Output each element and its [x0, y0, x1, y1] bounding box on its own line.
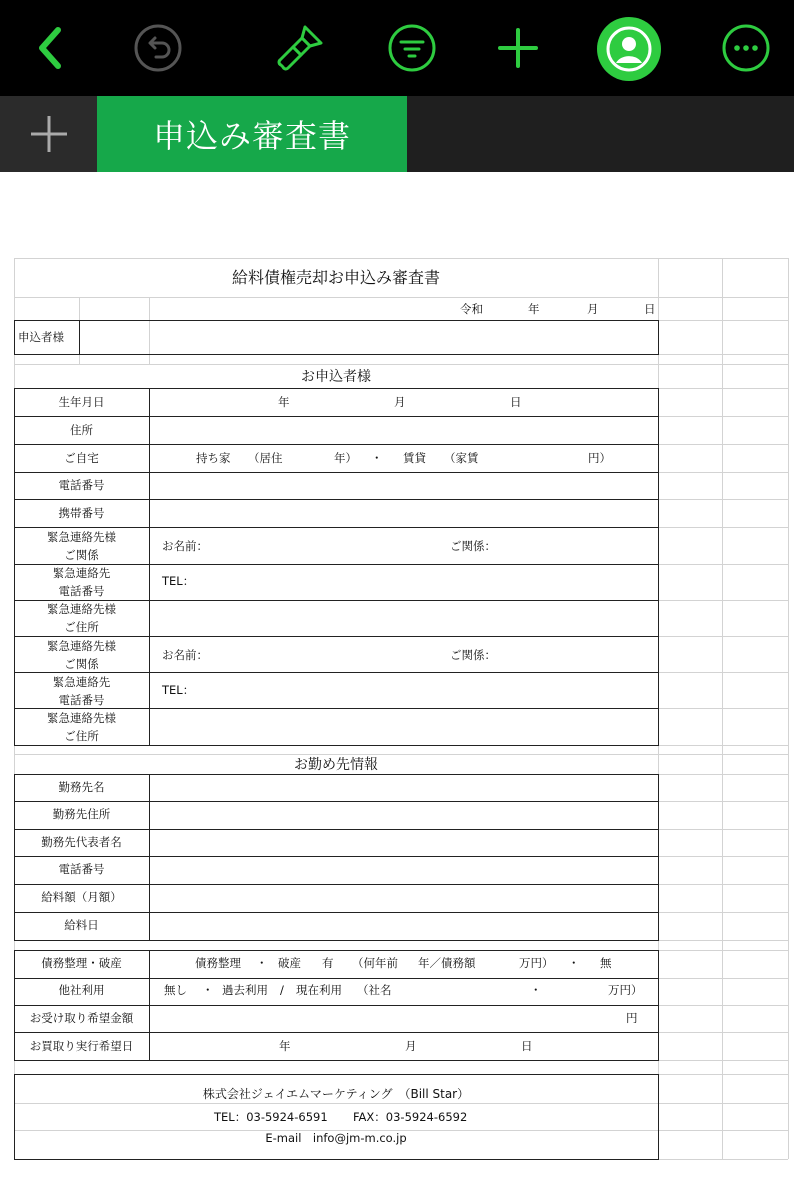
other-slash: / — [280, 983, 284, 997]
salary-field[interactable] — [150, 885, 658, 911]
debt-man-yen: 万円） — [519, 956, 554, 970]
emergency-1-tel-label: 緊急連絡先 電話番号 — [52, 566, 111, 598]
work-address-field[interactable] — [150, 802, 658, 828]
debt-open: （何年前 — [352, 956, 398, 970]
undo-icon — [132, 22, 184, 74]
work-name-field[interactable] — [150, 775, 658, 800]
salary-label: 給料額（月額） — [41, 890, 122, 904]
home-residence-year: 年） — [334, 451, 357, 465]
mobile-label: 携帯番号 — [58, 506, 105, 520]
birthdate-label: 生年月日 — [58, 395, 105, 409]
debt-year-amount: 年／債務額 — [418, 956, 476, 970]
top-toolbar — [0, 0, 794, 96]
emergency-1-relation-prefix[interactable]: ご関係： — [450, 539, 496, 553]
spreadsheet-canvas[interactable] — [0, 172, 794, 1200]
applicant-name-field[interactable] — [80, 321, 658, 353]
ellipsis-icon — [720, 22, 772, 74]
amount-yen[interactable]: 円 — [626, 1011, 638, 1025]
debt-dot-1: ・ — [256, 956, 268, 970]
format-button[interactable] — [274, 22, 326, 74]
address-field[interactable] — [150, 417, 658, 443]
applicant-label: 申込者様 — [18, 330, 64, 344]
other-none[interactable]: 無し — [164, 983, 187, 997]
work-name-label: 勤務先名 — [58, 780, 105, 794]
other-dot-1: ・ — [202, 983, 214, 997]
emergency-2-relation-prefix[interactable]: ご関係： — [450, 648, 496, 662]
emergency-1-name-prefix[interactable]: お名前： — [162, 539, 208, 553]
sheet-tab-bar — [0, 96, 794, 172]
filter-button[interactable] — [386, 22, 438, 74]
other-man-yen: 万円） — [608, 983, 643, 997]
home-rent-yen: 円） — [588, 451, 611, 465]
work-phone-label: 電話番号 — [58, 862, 105, 876]
debt-bankruptcy[interactable]: 破産 — [278, 956, 301, 970]
home-rent-open: （家賃 — [444, 451, 479, 465]
other-current[interactable]: 現在利用 — [296, 983, 342, 997]
company-email: E-mail info@jm-m.co.jp — [265, 1131, 407, 1145]
birth-year[interactable]: 年 — [278, 395, 290, 409]
address-label: 住所 — [70, 423, 93, 437]
work-phone-field[interactable] — [150, 857, 658, 883]
date-day: 日 — [644, 302, 656, 316]
preferred-day[interactable]: 日 — [521, 1039, 533, 1053]
person-icon — [596, 16, 662, 82]
emergency-2-name-prefix[interactable]: お名前： — [162, 648, 208, 662]
emergency-2-tel-label: 緊急連絡先 電話番号 — [52, 675, 111, 707]
emergency-1-address-field[interactable] — [150, 601, 658, 635]
plus-icon — [492, 22, 544, 74]
company-tel: TEL：03-5924-6591 — [214, 1110, 328, 1124]
company-name: 株式会社ジェイエムマーケティング （Bill Star） — [202, 1087, 470, 1101]
emergency-1-tel-prefix[interactable]: TEL： — [162, 574, 195, 588]
birth-month[interactable]: 月 — [394, 395, 406, 409]
emergency-2-address-label: 緊急連絡先様 ご住所 — [47, 711, 116, 743]
form-title: 給料債権売却お申込み審査書 — [231, 268, 440, 287]
home-residence: （居住 — [248, 451, 283, 465]
birth-day[interactable]: 日 — [510, 395, 522, 409]
preferred-month[interactable]: 月 — [405, 1039, 417, 1053]
debt-label: 債務整理・破産 — [41, 956, 122, 970]
home-owned[interactable]: 持ち家 — [196, 451, 231, 465]
date-era: 令和 — [460, 302, 483, 316]
other-company: （社名 — [357, 983, 392, 997]
phone-label: 電話番号 — [58, 478, 105, 492]
emergency-1-relation-label: 緊急連絡先様 ご関係 — [47, 530, 116, 562]
other-dot-2: ・ — [530, 983, 542, 997]
amount-label: お受け取り希望金額 — [29, 1011, 134, 1025]
date-year: 年 — [528, 302, 540, 316]
emergency-2-tel-prefix[interactable]: TEL： — [162, 683, 195, 697]
emergency-2-address-field[interactable] — [150, 709, 658, 744]
emergency-1-address-label: 緊急連絡先様 ご住所 — [47, 602, 116, 634]
company-fax: FAX：03-5924-6592 — [353, 1110, 468, 1124]
debt-has[interactable]: 有 — [322, 956, 334, 970]
plus-icon — [29, 114, 69, 154]
collaborate-button[interactable] — [596, 16, 662, 82]
work-rep-field[interactable] — [150, 830, 658, 855]
add-sheet-button[interactable] — [0, 96, 97, 172]
mobile-field[interactable] — [150, 500, 658, 526]
paintbrush-icon — [274, 22, 326, 74]
filter-icon — [386, 22, 438, 74]
debt-none[interactable]: 無 — [600, 956, 612, 970]
section-applicant: お申込者様 — [301, 369, 371, 385]
home-label: ご自宅 — [64, 451, 99, 465]
payday-label: 給料日 — [64, 918, 99, 932]
more-button[interactable] — [720, 22, 772, 74]
payday-field[interactable] — [150, 913, 658, 939]
preferred-date-label: お買取り実行希望日 — [29, 1039, 134, 1053]
other-past[interactable]: 過去利用 — [222, 983, 268, 997]
home-dot: ・ — [371, 451, 383, 465]
add-button[interactable] — [492, 22, 544, 74]
work-address-label: 勤務先住所 — [52, 807, 111, 821]
work-rep-label: 勤務先代表者名 — [41, 835, 122, 849]
debt-consolidation[interactable]: 債務整理 — [195, 956, 241, 970]
other-label: 他社利用 — [58, 983, 105, 997]
tab-application-review[interactable]: 申込み審査書 — [97, 96, 407, 172]
section-work: お勤め先情報 — [294, 757, 378, 773]
phone-field[interactable] — [150, 473, 658, 498]
debt-dot-2: ・ — [568, 956, 580, 970]
chevron-left-icon — [24, 22, 76, 74]
date-month: 月 — [587, 302, 599, 316]
back-button[interactable] — [24, 22, 76, 74]
emergency-2-relation-label: 緊急連絡先様 ご関係 — [47, 639, 116, 671]
preferred-year[interactable]: 年 — [279, 1039, 291, 1053]
home-rent[interactable]: 賃貸 — [403, 451, 426, 465]
undo-button[interactable] — [132, 22, 184, 74]
